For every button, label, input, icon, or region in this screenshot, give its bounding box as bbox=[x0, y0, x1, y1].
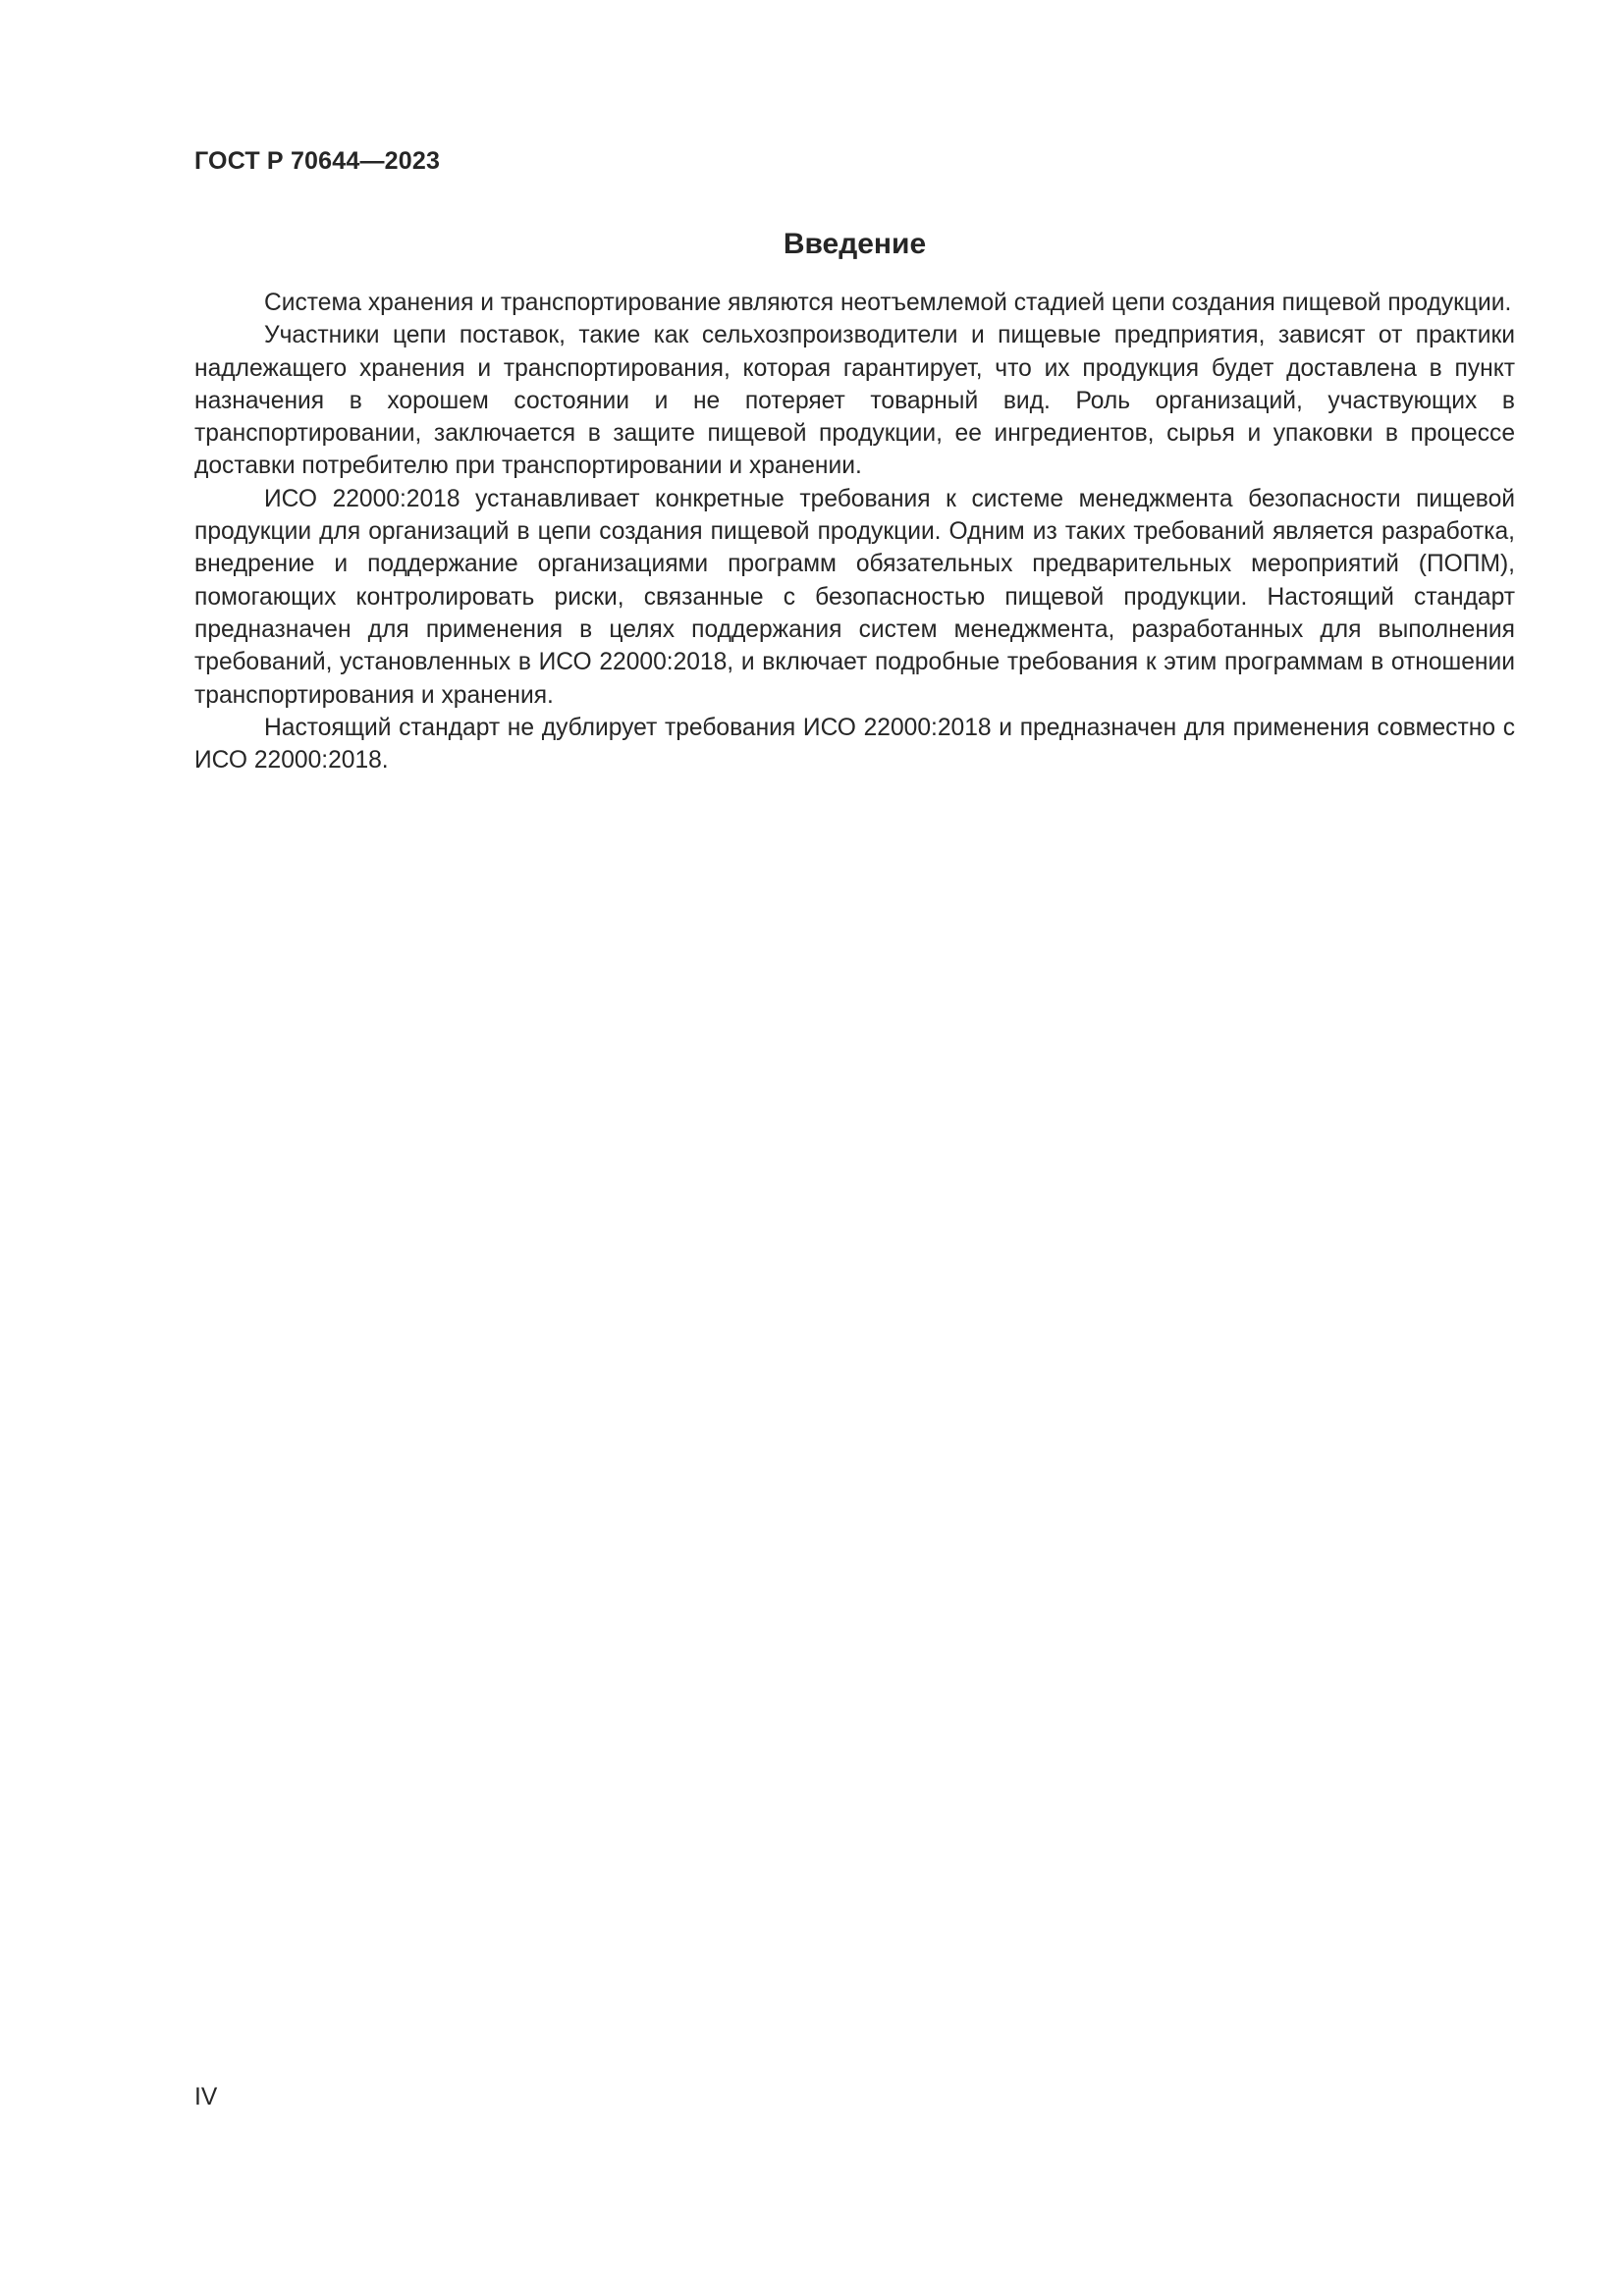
page-number: IV bbox=[194, 2084, 218, 2110]
document-code: ГОСТ Р 70644—2023 bbox=[194, 147, 441, 175]
section-title: Введение bbox=[783, 228, 927, 260]
paragraph: Участники цепи поставок, такие как сельхозпроизводители и пищевые предприятия, зависят от практики надлежащего хранения и транспортирования, которая гарантирует, что их продукция будет доставлена в пункт назначения в хорошем состоянии и не потеряет товарный вид. Роль организаций, участвующих в транспортировании, заключается в защите пищевой продукции, ее ингредиентов, сырья и упаковки в процессе доставки потребителю при транспортировании и хранении. bbox=[194, 322, 1515, 480]
section-body bbox=[194, 287, 1515, 776]
paragraph: Настоящий стандарт не дублирует требования ИСО 22000:2018 и предназначен для применения совместно с ИСО 22000:2018. bbox=[194, 714, 1515, 774]
paragraph: Система хранения и транспортирование являются неотъемлемой стадией цепи создания пищевой продукции. bbox=[264, 290, 1512, 316]
paragraph: ИСО 22000:2018 устанавливает конкретные требования к системе менеджмента безопасности пищевой продукции для организаций в цепи создания пищевой продукции. Одним из таких требований является разработка, внедрение и поддержание организациями программ обязательных предварительных мероприятий (ПОПМ), помогающих контролировать риски, связанные с безопасностью пищевой продукции. Настоящий стандарт предназначен для применения в целях поддержания систем менеджмента, разработанных для выполнения требований, установленных в ИСО 22000:2018, и включает подробные требования к этим программам в отношении транспортирования и хранения. bbox=[194, 485, 1515, 709]
